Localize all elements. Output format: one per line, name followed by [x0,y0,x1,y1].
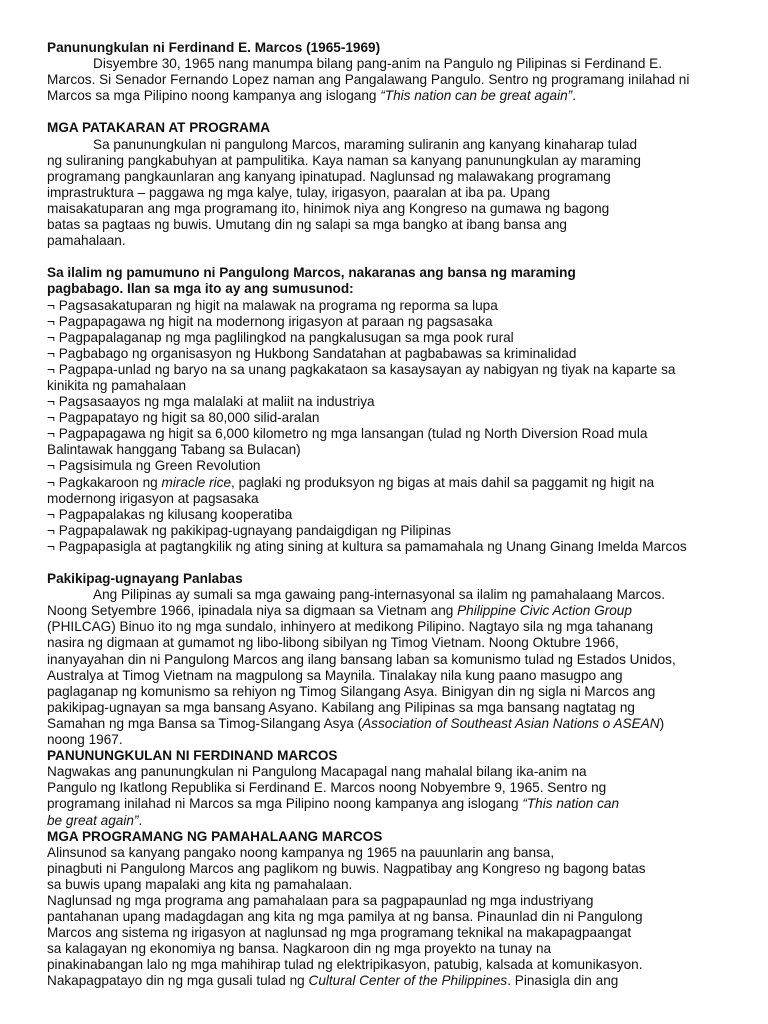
paragraph-line: batas sa pagtaas ng buwis. Umutang din ng salapi sa mga bangko at ibang bansa ang [47,217,567,233]
bullet-glyph: ¬ [47,394,55,410]
text-run: Samahan ng mga Bansa sa Timog-Silangang Asya ( [47,715,363,731]
slogan-italic: “This nation can [522,796,620,812]
text-run: Marcos sa mga Pilipino noong kampanya ang islogang [47,88,381,104]
paragraph-line: inanyayahan din ni Pangulong Marcos ang ilang bansang laban sa komunismo tulad ng Estados Unidos, [47,651,676,667]
list-item [47,330,727,346]
list-item-text: Pagsasaayos ng mga malalaki at maliit na industriya [58,394,375,410]
bullet-glyph: ¬ [47,313,55,329]
list-item-text: Pagpapalakas ng kilusang kooperatiba [58,506,293,522]
document-page [47,40,727,990]
paragraph-line: Naglunsad ng mga programa ang pamahalaan para sa pagpapaunlad ng mga industriyang [47,892,594,908]
section-heading-panunungkulan-1965: Panunungkulan ni Ferdinand E. Marcos (1965-1969) [47,40,381,55]
spacer [47,249,727,265]
list-item-text: Pagkakaroon ng [58,474,162,490]
list-item [47,362,727,378]
paragraph-line [47,973,727,989]
paragraph-line: Australya at Timog Vietnam na magpulong sa Maynila. Tinalakay nila kung paano masugpo ang [47,667,623,683]
list-item [47,314,727,330]
paragraph-line: Nagwakas ang panunungkulan ni Pangulong Macapagal nang mahalal bilang ika-anim na [47,764,587,780]
list-item-text: Pagsasakatuparan ng higit na malawak na programa ng reporma sa lupa [58,297,498,313]
list-item [47,346,727,362]
philcag-italic: Philippine Civic Action Group [457,603,632,619]
list-item [47,298,727,314]
bullet-glyph: ¬ [47,522,55,538]
section-heading-panlabas: Pakikipag-ugnayang Panlabas [47,571,243,587]
paragraph-line [47,716,727,732]
paragraph-line: sa buwis upang mapalaki ang kita ng pamahalaan. [47,876,353,892]
paragraph-line: noong 1967. [47,732,123,748]
bullet-glyph: ¬ [47,458,55,474]
list-item-continuation: Balintawak hanggang Tabang sa Bulacan) [47,442,301,458]
spacer [47,104,727,120]
list-item-text: Pagpapalawak ng pakikipag-ugnayang pandaigdigan ng Pilipinas [58,522,451,538]
list-item [47,507,727,523]
list-item-continuation: modernong irigasyon at pagsasaka [47,490,259,506]
list-item-text: Pagpapasigla at pagtangkilik ng ating sining at kultura sa pamamahala ng Unang Ginang Imelda Marcos [58,538,687,554]
section-heading-patakaran: MGA PATAKARAN AT PROGRAMA [47,120,271,136]
section-heading-pagbabago: Sa ilalim ng pamumuno ni Pangulong Marcos, nakaranas ang bansa ng maraming [47,265,576,281]
list-item-text: Pagpapa-unlad ng baryo na sa unang pagkakataon sa kasaysayan ay nabigyan ng tiyak na kaparte sa [58,361,676,377]
paragraph-line [47,603,727,619]
paragraph-line: pantahanan upang madagdagan ang kita ng mga pamilya at ng bansa. Pinaunlad din ni Pangulong [47,909,643,925]
text-run: Nakapagpatayo din ng mga gusali tulad ng [47,973,309,989]
slogan-italic: “This nation can be great again” [380,88,573,104]
list-item-text: Pagbabago ng organisasyon ng Hukbong Sandatahan at pagbabawas sa kriminalidad [58,345,577,361]
list-item-text: Pagpapagawa ng higit na modernong irigasyon at paraan ng pagsasaka [58,313,493,329]
bullet-glyph: ¬ [47,361,55,377]
paragraph-line: imprastruktura – paggawa ng mga kalye, tulay, irigasyon, paaralan at iba pa. Upang [47,184,551,200]
list-item [47,539,727,555]
list-item-text: Pagpapagawa ng higit sa 6,000 kilometro ng mga lansangan (tulad ng North Diversion Road mula [58,426,648,442]
bullet-glyph: ¬ [47,410,55,426]
paragraph-line: Disyembre 30, 1965 nang manumpa bilang pang-anim na Pangulo ng Pilipinas si Ferdinand E. [93,56,663,72]
paragraph-line: Pangulo ng Ikatlong Republika si Ferdinand E. Marcos noong Nobyembre 9, 1965. Sentro ng [47,780,607,796]
asean-italic: Association of Southeast Asian Nations o ASEAN [362,715,660,731]
list-item-continuation: kinikita ng pamahalaan [47,377,187,393]
slogan-italic: be great again” [47,812,139,828]
list-item [47,410,727,426]
list-item [47,475,727,491]
list-item [47,523,727,539]
list-item [47,426,727,442]
paragraph-line: nasira ng digmaan at gumamot ng libo-libong sibilyan ng Timog Vietnam. Noong Oktubre 1966, [47,635,619,651]
section-heading-programa-marcos: MGA PROGRAMANG NG PAMAHALAANG MARCOS [47,828,383,844]
paragraph-line [47,813,727,829]
text-run: programang inilahad ni Marcos sa mga Pilipino noong kampanya ang islogang [47,796,523,812]
paragraph-line [47,796,727,812]
paragraph-line: pinagbuti ni Pangulong Marcos ang paglikom ng buwis. Nagpatibay ang Kongreso ng bagong batas [47,860,646,876]
paragraph-line: paglaganap ng komunismo sa rehiyon ng Timog Silangang Asya. Binigyan din ng sigla ni Marcos ang [47,683,656,699]
text-run: . Pinasigla din ang [507,973,619,989]
bullet-glyph: ¬ [47,426,55,442]
paragraph-line: sa kalagayan ng ekonomiya ng bansa. Nagkaroon din ng mga proyekto na tunay na [47,941,552,957]
list-item-text: , paglaki ng produksyon ng bigas at mais dahil sa paggamit ng higit na [231,474,655,490]
text-run: . [138,812,143,828]
bullet-glyph: ¬ [47,297,55,313]
paragraph-line: Marcos. Si Senador Fernando Lopez naman ang Pangalawang Pangulo. Sentro ng programang inilahad ni [47,72,690,88]
miracle-rice-italic: miracle rice [161,474,232,490]
paragraph-line: Marcos ang sistema ng irigasyon at naglunsad ng mga programang teknikal na makapagpaangat [47,925,632,941]
list-item [47,458,727,474]
paragraph-line: pakikipag-ugnayan sa mga bansang Asyano. Kabilang ang Pilipinas sa mga bansang nagtatag ng [47,699,635,715]
paragraph-line: programang pangkaunlaran ang kanyang ipinatupad. Naglunsad ng malawakang programang [47,168,611,184]
bullet-glyph: ¬ [47,506,55,522]
section-heading-pagbabago-cont: pagbabago. Ilan sa mga ito ay ang sumusunod: [47,281,354,297]
list-item-text: Pagpapatayo ng higit sa 80,000 silid-aralan [58,410,320,426]
list-item-text: Pagpapalaganap ng mga paglilingkod na pangkalusugan sa mga pook rural [58,329,514,345]
paragraph-line: ng suliraning pangkabuhyan at pampulitika. Kaya naman sa kanyang panunungkulan ay maraming [47,152,641,168]
paragraph-line: Sa panunungkulan ni pangulong Marcos, maraming suliranin ang kanyang kinaharap tulad [93,136,638,152]
bullet-glyph: ¬ [47,345,55,361]
paragraph-line: maisakatuparan ang mga programang ito, hinimok niya ang Kongreso na gumawa ng bagong [47,200,610,216]
bullet-glyph: ¬ [47,329,55,345]
text-run: Noong Setyembre 1966, ipinadala niya sa digmaan sa Vietnam ang [47,603,458,619]
bullet-glyph: ¬ [47,538,55,554]
ccp-italic: Cultural Center of the Philippines [308,973,508,989]
text-run: ) [659,715,665,731]
list-item-text: Pagsisimula ng Green Revolution [58,458,261,474]
paragraph-line: pinakinabangan lalo ng mga mahihirap tulad ng elektripikasyon, patubig, kalsada at komunikasyon. [47,957,643,973]
paragraph-line: Ang Pilipinas ay sumali sa mga gawaing pang-internasyonal sa ilalim ng pamahalaang Marcos. [93,587,666,603]
section-heading-panunungkulan-marcos: PANUNUNGKULAN NI FERDINAND MARCOS [47,748,338,764]
bullet-glyph: ¬ [47,474,55,490]
paragraph-line: pamahalaan. [47,233,126,249]
paragraph-line: (PHILCAG) Binuo ito ng mga sundalo, inhinyero at medikong Pilipino. Nagtayo sila ng mga tahanang [47,619,654,635]
list-item [47,394,727,410]
paragraph-line [47,88,727,104]
spacer [47,555,727,571]
paragraph-line: Alinsunod sa kanyang pangako noong kampanya ng 1965 na pauunlarin ang bansa, [47,844,555,860]
text-run: . [572,88,576,104]
